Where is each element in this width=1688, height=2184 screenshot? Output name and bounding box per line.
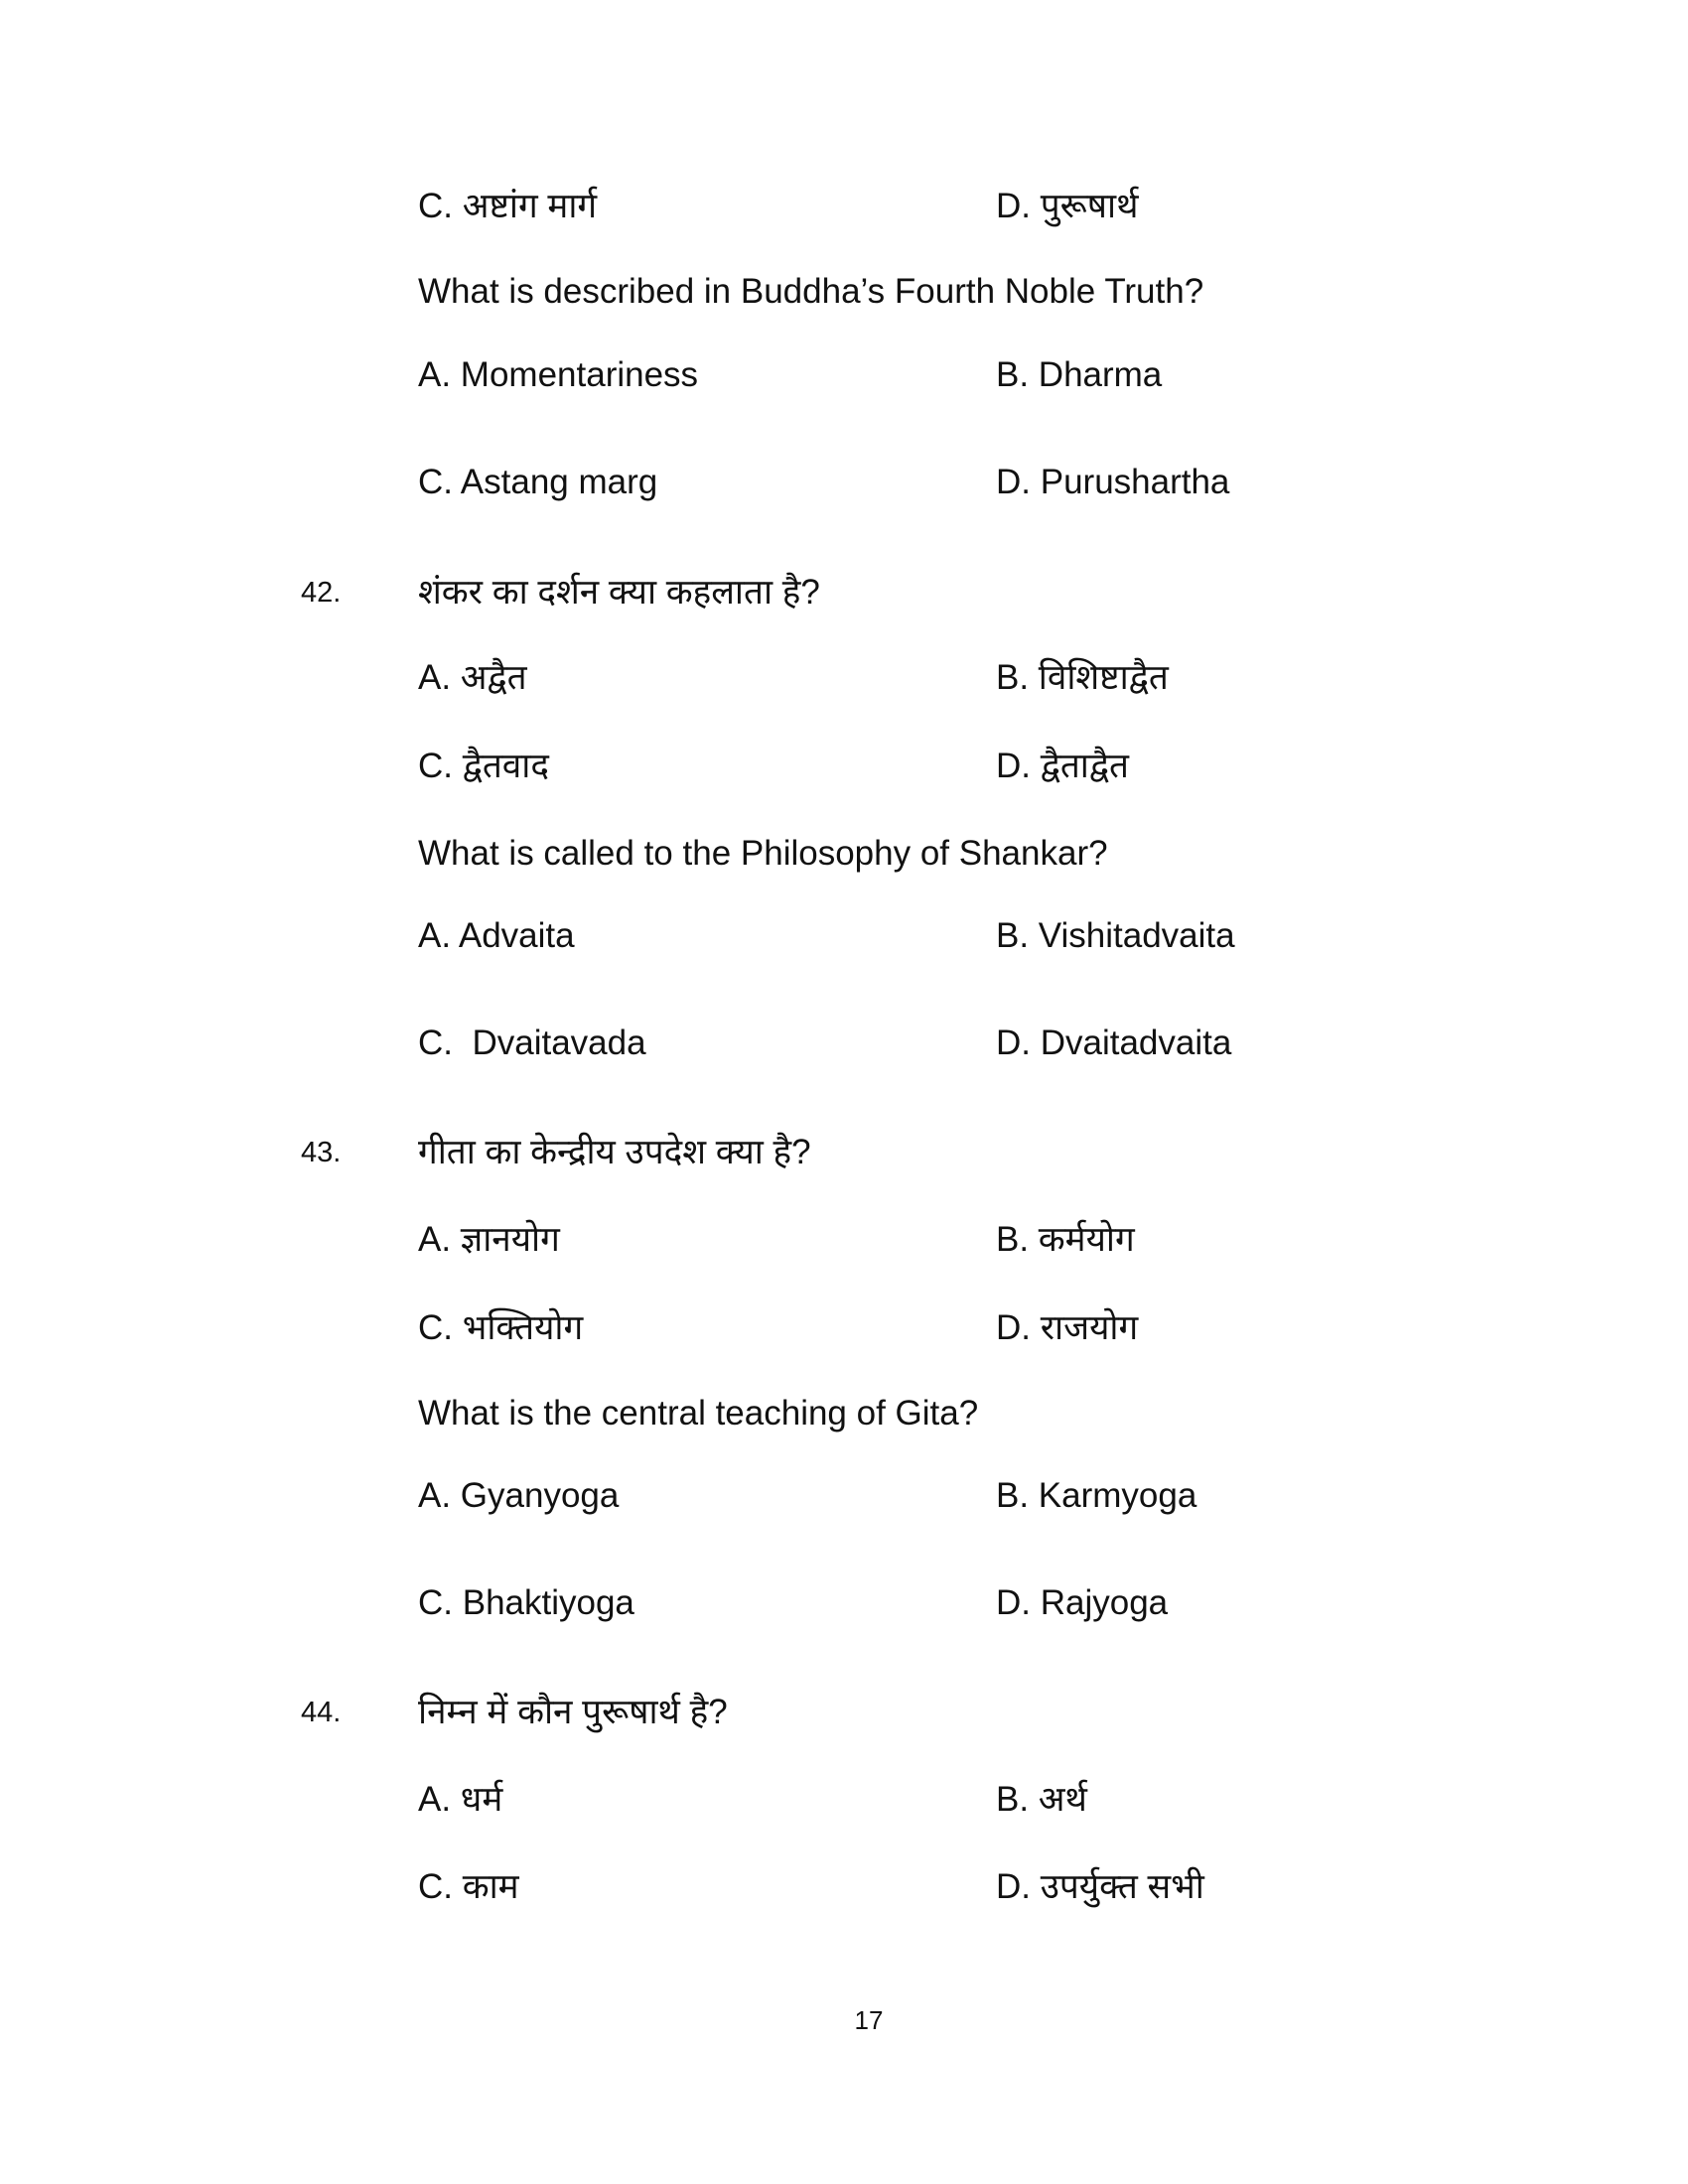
option-b: B. Karmyoga (996, 1476, 1197, 1515)
option-a: A. धर्म (418, 1780, 503, 1819)
option-b: B. Dharma (996, 355, 1163, 394)
option-a: A. Momentariness (418, 355, 699, 394)
option-a: A. Gyanyoga (418, 1476, 620, 1515)
option-c: C. काम (418, 1867, 519, 1906)
option-d: D. राजयोग (996, 1308, 1139, 1347)
question-text: What is described in Buddha’s Fourth Noble Truth? (418, 272, 1204, 311)
option-d: D. Rajyoga (996, 1583, 1169, 1622)
option-a: A. अद्वैत (418, 658, 527, 697)
question-text: निम्न में कौन पुरूषार्थ है? (418, 1693, 728, 1731)
option-c: C. द्वैतवाद (418, 747, 549, 785)
option-c: C. Bhaktiyoga (418, 1583, 634, 1622)
option-d: D. उपर्युक्त सभी (996, 1867, 1204, 1906)
question-number: 44. (301, 1697, 342, 1728)
question-text: गीता का केन्द्रीय उपदेश क्या है? (418, 1133, 811, 1171)
question-text: What is called to the Philosophy of Shankar? (418, 834, 1108, 873)
page-number: 17 (854, 2005, 884, 2035)
option-d: D. Purushartha (996, 463, 1230, 501)
question-number: 43. (301, 1137, 342, 1168)
question-text: शंकर का दर्शन क्या कहलाता है? (418, 573, 820, 612)
option-a: A. Advaita (418, 916, 575, 955)
option-b: B. विशिष्टाद्वैत (996, 658, 1169, 697)
option-c: C. Astang marg (418, 463, 658, 501)
option-b: B. अर्थ (996, 1780, 1087, 1819)
option-d: D. द्वैताद्वैत (996, 747, 1129, 785)
option-c: C. अष्टांग मार्ग (418, 187, 598, 225)
option-b: B. कर्मयोग (996, 1220, 1135, 1259)
option-d: D. Dvaitadvaita (996, 1024, 1232, 1062)
option-c: C. Dvaitavada (418, 1024, 646, 1062)
option-d: D. पुरूषार्थ (996, 187, 1139, 225)
question-text: What is the central teaching of Gita? (418, 1394, 979, 1433)
option-b: B. Vishitadvaita (996, 916, 1235, 955)
option-c: C. भक्तियोग (418, 1308, 584, 1347)
question-number: 42. (301, 577, 342, 609)
option-a: A. ज्ञानयोग (418, 1220, 560, 1259)
